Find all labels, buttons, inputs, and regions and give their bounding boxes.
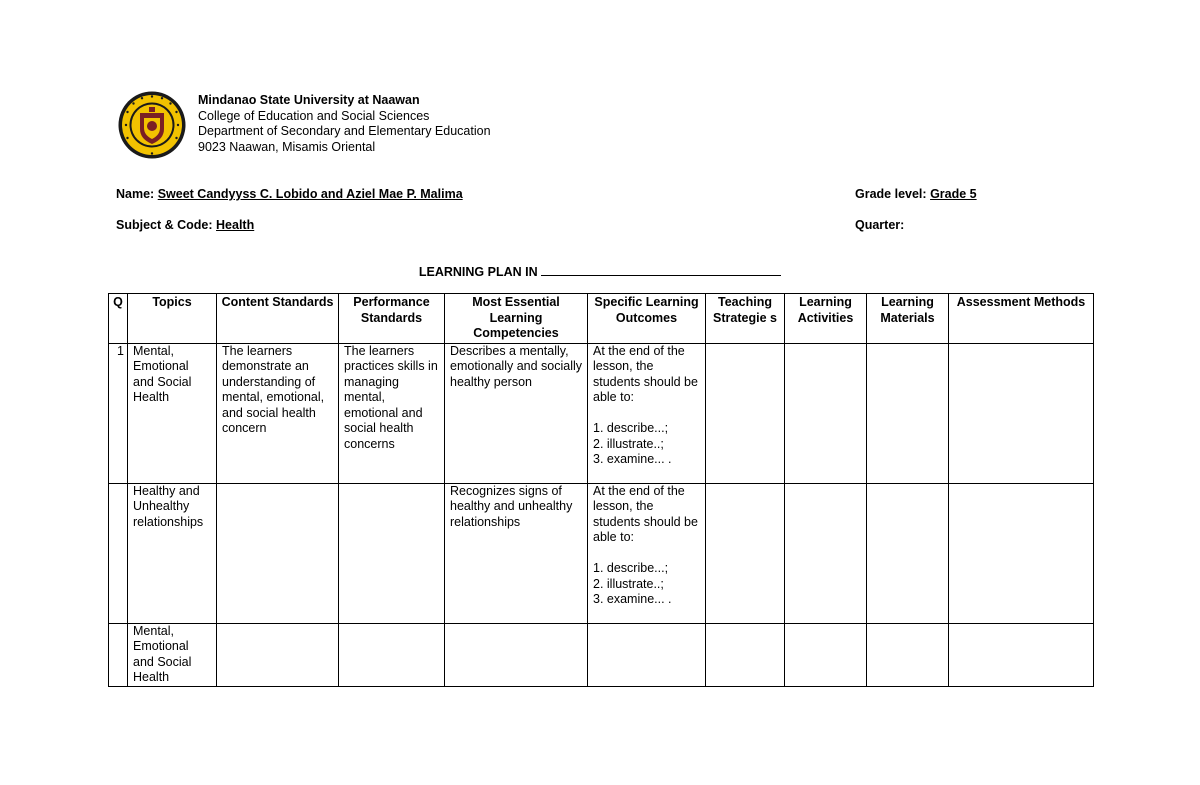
cell-activities (785, 623, 867, 686)
cell-performance (339, 623, 445, 686)
table-header-row (109, 294, 1094, 344)
name-field (116, 187, 463, 201)
cell-assessment (949, 483, 1094, 623)
name-label: Name: (116, 187, 155, 201)
cell-performance: The learners practices skills in managing mental, emotional and social health concerns (339, 343, 445, 483)
cell-assessment (949, 623, 1094, 686)
address: 9023 Naawan, Misamis Oriental (198, 139, 376, 154)
table-row (109, 343, 1094, 483)
cell-materials (867, 343, 949, 483)
cell-strategies (706, 623, 785, 686)
header-strategies: Teaching Strategie s (706, 294, 785, 344)
subject-field (116, 218, 254, 232)
grade-field (855, 187, 977, 201)
cell-content (217, 483, 339, 623)
header-competencies: Most Essential Learning Competencies (445, 294, 588, 344)
cell-strategies (706, 483, 785, 623)
plan-title-blank (541, 264, 781, 276)
header-topics: Topics (128, 294, 217, 344)
quarter-label: Quarter: (855, 218, 905, 232)
department-name: Department of Secondary and Elementary Education (198, 124, 491, 138)
university-seal (118, 91, 186, 159)
header-assessment: Assessment Methods (949, 294, 1094, 344)
plan-title-text: LEARNING PLAN IN (418, 265, 538, 279)
name-value: Sweet Candyyss C. Lobido and Aziel Mae P. Malima (157, 187, 463, 201)
cell-outcomes: At the end of the lesson, the students should be able to: 1. describe...; 2. illustrate..; 3. examine... . (588, 483, 706, 623)
table-row (109, 623, 1094, 686)
cell-strategies (706, 343, 785, 483)
learning-plan-table (108, 293, 1094, 687)
cell-competency (445, 623, 588, 686)
header-materials: Learning Materials (867, 294, 949, 344)
university-name: Mindanao State University at Naawan (198, 93, 420, 107)
cell-q (109, 483, 128, 623)
cell-q (109, 623, 128, 686)
cell-q: 1 (109, 343, 128, 483)
header-activities: Learning Activities (785, 294, 867, 344)
plan-title (0, 264, 1200, 279)
college-name: College of Education and Social Sciences (198, 108, 430, 123)
cell-activities (785, 483, 867, 623)
cell-assessment (949, 343, 1094, 483)
subject-value: Health (216, 218, 255, 232)
cell-materials (867, 623, 949, 686)
cell-content (217, 623, 339, 686)
cell-topic: Mental, Emotional and Social Health (128, 343, 217, 483)
table-row (109, 483, 1094, 623)
cell-content: The learners demonstrate an understanding of mental, emotional, and social health concern (217, 343, 339, 483)
cell-outcomes (588, 623, 706, 686)
cell-topic: Mental, Emotional and Social Health (128, 623, 217, 686)
cell-activities (785, 343, 867, 483)
cell-competency: Describes a mentally, emotionally and socially healthy person (445, 343, 588, 483)
header-performance-standards: Performance Standards (339, 294, 445, 344)
cell-competency: Recognizes signs of healthy and unhealthy relationships (445, 483, 588, 623)
grade-label: Grade level: (855, 187, 927, 201)
header-outcomes: Specific Learning Outcomes (588, 294, 706, 344)
cell-outcomes: At the end of the lesson, the students should be able to: 1. describe...; 2. illustrate..; 3. examine... . (588, 343, 706, 483)
cell-materials (867, 483, 949, 623)
grade-value: Grade 5 (930, 187, 977, 201)
quarter-field (855, 218, 904, 232)
header-content-standards: Content Standards (217, 294, 339, 344)
header-q: Q (109, 294, 128, 344)
cell-topic: Healthy and Unhealthy relationships (128, 483, 217, 623)
subject-label: Subject & Code: (116, 218, 213, 232)
cell-performance (339, 483, 445, 623)
institution-header (198, 93, 491, 155)
